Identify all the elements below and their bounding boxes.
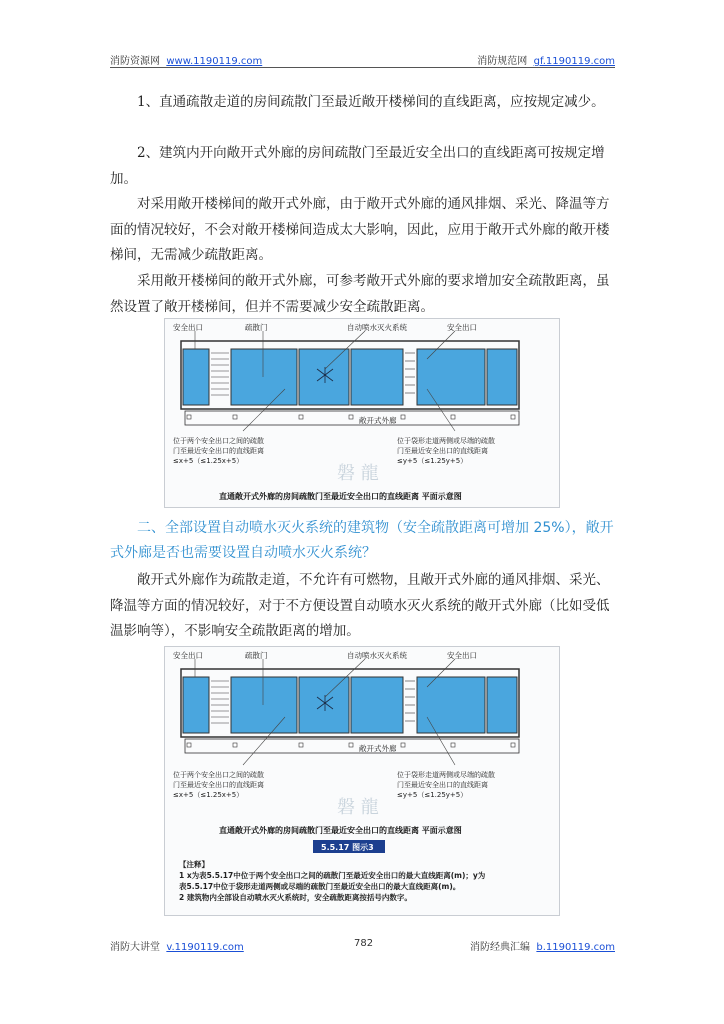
figure-2 (164, 646, 560, 916)
fig2-note-1b: 表5.5.17中位于袋形走道两侧或尽端的疏散门至最近安全出口的最大直线距离(m)。 (179, 882, 461, 891)
fig2-badge: 5.5.17 图示3 (321, 843, 374, 852)
footer-right-link[interactable]: b.1190119.com (536, 942, 615, 953)
footer-left (110, 938, 244, 953)
fig2-label-exit-left: 安全出口 (173, 651, 203, 660)
footer-left-link[interactable]: v.1190119.com (166, 942, 244, 953)
figure-1-plan (173, 322, 519, 501)
fig1-note-left-1: 位于两个安全出口之间的疏散 (173, 437, 264, 445)
fig2-watermark: 磐 龍 (337, 797, 379, 818)
fig2-note-left-2: 门至最近安全出口的直线距离 (173, 781, 264, 789)
fig2-note-right-2: 门至最近安全出口的直线距离 (397, 781, 488, 789)
page-footer (110, 938, 615, 952)
fig1-label-door: 疏散门 (245, 323, 268, 332)
header-left-label: 消防资源网 (110, 56, 160, 67)
fig1-note-right-1: 位于袋形走道两侧或尽端的疏散 (397, 437, 495, 445)
fig2-note-right-1: 位于袋形走道两侧或尽端的疏散 (397, 771, 495, 779)
paragraph-1: 1、直通疏散走道的房间疏散门至最近敞开楼梯间的直线距离，应按规定减少。 (137, 94, 605, 110)
fig2-label-sprinkler: 自动喷水灭火系统 (347, 651, 407, 660)
paragraph-2: 2、建筑内开向敞开式外廊的房间疏散门至最近安全出口的直线距离可按规定增加。 (110, 145, 605, 187)
fig2-label-corridor: 敞开式外廊 (359, 744, 397, 753)
fig2-note-2: 2 建筑物内全部设自动喷水灭火系统时，安全疏散距离按括号内数字。 (179, 893, 412, 902)
fig1-note-left-3: ≤x+5（≤1.25x+5） (173, 457, 244, 465)
fig1-note-right-3: ≤y+5（≤1.25y+5） (397, 457, 468, 465)
footer-left-label: 消防大讲堂 (110, 942, 160, 953)
fig2-note-1a: 1 x为表5.5.17中位于两个安全出口之间的疏散门至最近安全出口的最大直线距离(m)；y为 (179, 871, 486, 880)
header-left (110, 52, 262, 67)
fig1-caption: 直通敞开式外廊的房间疏散门至最近安全出口的直线距离 平面示意图 (219, 492, 462, 501)
paragraph-5: 敞开式外廊作为疏散走道，不允许有可燃物，且敞开式外廊的通风排烟、采光、降温等方面的情况较好，对于不方便设置自动喷水灭火系统的敞开式外廊（比如受低温影响等），不影响安全疏散距离的增加。 (110, 572, 610, 639)
fig2-note-right-3: ≤y+5（≤1.25y+5） (397, 791, 468, 799)
fig2-label-exit-right: 安全出口 (447, 651, 477, 660)
fig1-label-exit-left: 安全出口 (173, 323, 203, 332)
header-right-link[interactable]: gf.1190119.com (533, 56, 615, 67)
fig2-caption: 直通敞开式外廊的房间疏散门至最近安全出口的直线距离 平面示意图 (219, 826, 462, 835)
header-right-label: 消防规范网 (477, 56, 528, 67)
paragraph-3: 对采用敞开楼梯间的敞开式外廊，由于敞开式外廊的通风排烟、采光、降温等方面的情况较好，不会对敞开楼梯间造成太大影响，因此，应用于敞开式外廊的敞开楼梯间，无需减少疏散距离。 (110, 196, 610, 263)
footer-right (470, 938, 615, 953)
figure-1 (164, 318, 560, 508)
fig2-label-door: 疏散门 (245, 651, 268, 660)
page-number: 782 (354, 938, 374, 949)
fig2-notes-title: 【注释】 (179, 860, 209, 869)
fig1-note-left-2: 门至最近安全出口的直线距离 (173, 447, 264, 455)
fig1-watermark: 磐 龍 (337, 463, 379, 484)
fig1-note-right-2: 门至最近安全出口的直线距离 (397, 447, 488, 455)
fig2-note-left-1: 位于两个安全出口之间的疏散 (173, 771, 264, 779)
footer-right-label: 消防经典汇编 (470, 942, 531, 953)
header-right (477, 52, 615, 67)
header-left-link[interactable]: www.1190119.com (166, 56, 263, 67)
page-header (110, 52, 615, 68)
fig2-note-left-3: ≤x+5（≤1.25x+5） (173, 791, 244, 799)
section-heading: 二、全部设置自动喷水灭火系统的建筑物（安全疏散距离可增加 25%），敞开式外廊是否也需要设置自动喷水灭火系统？ (110, 520, 614, 561)
figure-2-plan (173, 650, 519, 853)
paragraph-4: 采用敞开楼梯间的敞开式外廊，可参考敞开式外廊的要求增加安全疏散距离，虽然设置了敞开楼梯间，但并不需要减少安全疏散距离。 (110, 273, 610, 315)
figure-1-drawing (165, 319, 561, 509)
fig1-label-corridor: 敞开式外廊 (359, 416, 397, 425)
fig2-notes (179, 859, 485, 903)
fig1-label-sprinkler: 自动喷水灭火系统 (347, 323, 407, 332)
fig1-label-exit-right: 安全出口 (447, 323, 477, 332)
